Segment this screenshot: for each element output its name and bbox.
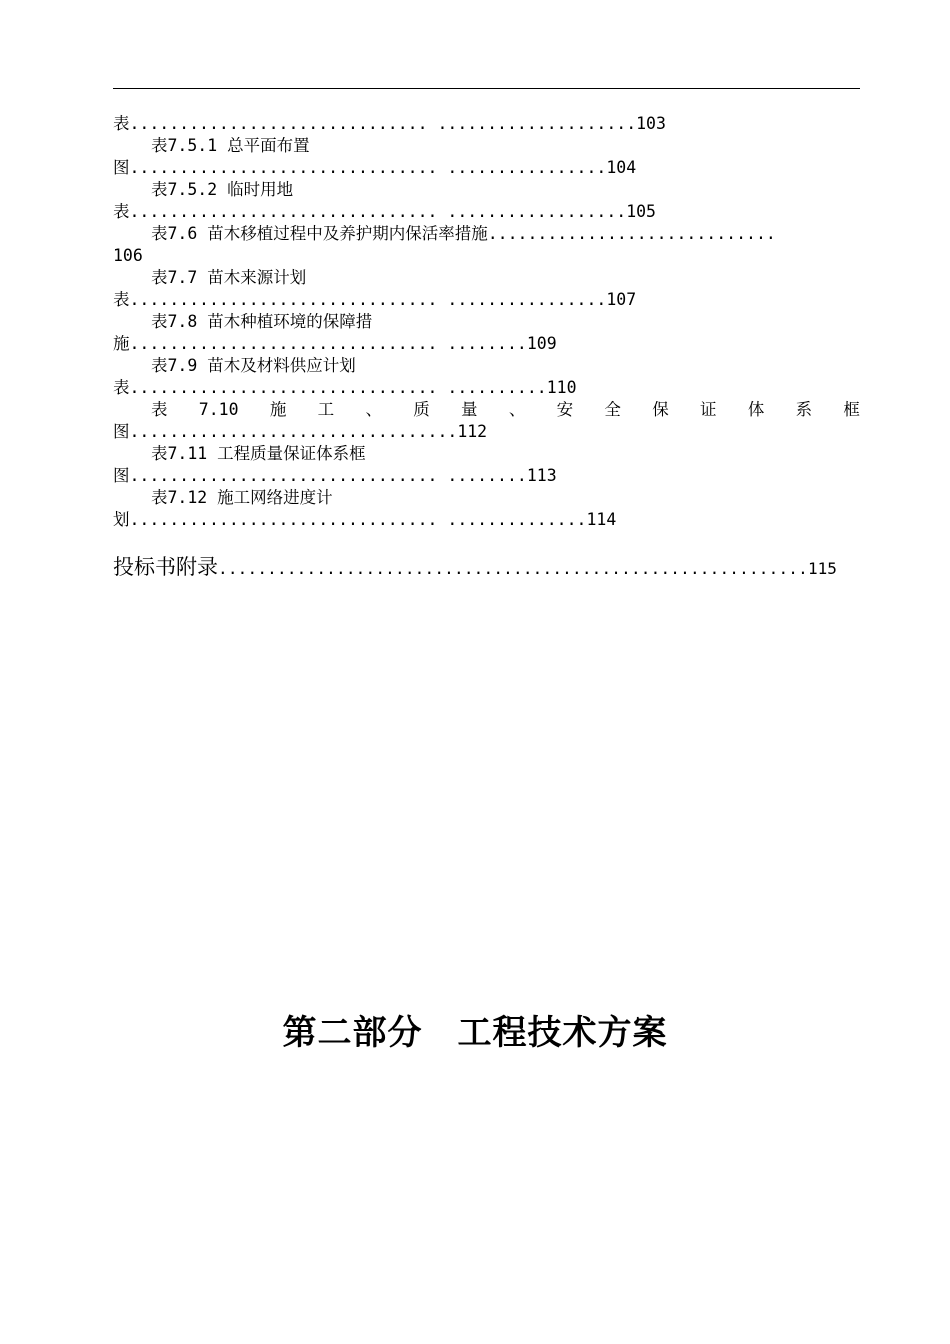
toc-token: 体 — [747, 400, 765, 419]
toc-appendix-label: 投标书附录 — [113, 555, 218, 579]
toc-token: 表 — [151, 400, 168, 419]
toc-line: 表............................... ................107 — [113, 290, 637, 309]
toc-token: 框 — [843, 400, 860, 419]
toc-token: 施 — [269, 400, 287, 419]
toc-line: 施............................... ........109 — [113, 334, 557, 353]
toc-line: 图............................... ........113 — [113, 466, 557, 485]
toc-entry-title: 表7.8 苗木种植环境的保障措 — [151, 312, 373, 331]
toc-token: 全 — [604, 400, 621, 419]
toc-token: 系 — [795, 400, 813, 419]
toc-token: 保 — [652, 400, 669, 419]
toc-entry-title: 表7.5.2 临时用地 — [151, 180, 294, 199]
toc-page-number: 106 — [113, 246, 143, 265]
toc-line: 表.............................. ....................103 — [113, 114, 666, 133]
toc-line: 表............................... ..................105 — [113, 202, 656, 221]
toc-token: 证 — [700, 400, 717, 419]
toc-line: 图.................................112 — [113, 422, 488, 441]
toc-token: 、 — [365, 400, 382, 419]
toc-entry-title: 表7.11 工程质量保证体系框 — [151, 444, 366, 463]
part-title: 第二部分 工程技术方案 — [282, 1013, 668, 1053]
toc-entry-title: 表7.9 苗木及材料供应计划 — [151, 356, 356, 375]
toc-line: 划............................... ..............114 — [113, 510, 617, 529]
toc-token: 质 — [413, 400, 430, 419]
toc-entry-title: 表7.7 苗木来源计划 — [151, 268, 307, 287]
toc-line: 图............................... ................104 — [113, 158, 637, 177]
toc-token: 量 — [461, 400, 478, 419]
toc-appendix-page: 115 — [807, 559, 837, 578]
toc-line: 表............................... ..........110 — [113, 378, 577, 397]
table-of-contents — [113, 113, 860, 531]
header-rule — [113, 88, 860, 89]
toc-leader-dots: ............................................................ — [218, 559, 808, 578]
toc-entry-title: 表7.6 苗木移植过程中及养护期内保活率措施............................. — [151, 224, 776, 243]
toc-entry-title-justified — [113, 399, 860, 421]
toc-entry-title: 表7.12 施工网络进度计 — [151, 488, 333, 507]
toc-entry-title: 表7.5.1 总平面布置 — [151, 136, 310, 155]
toc-token: 工 — [317, 400, 335, 419]
toc-token: 、 — [508, 400, 526, 419]
toc-token: 7.10 — [198, 400, 239, 419]
toc-appendix-entry — [113, 552, 860, 584]
toc-token: 安 — [556, 400, 574, 419]
